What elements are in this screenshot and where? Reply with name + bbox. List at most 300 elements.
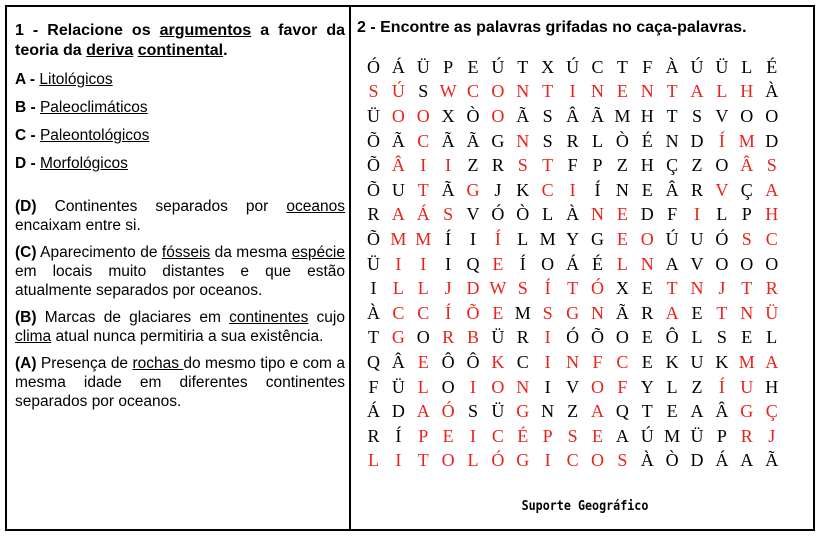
grid-letter[interactable]: S (716, 327, 727, 348)
grid-letter[interactable]: Ü (491, 327, 505, 348)
grid-letter[interactable]: D (466, 278, 480, 299)
grid-letter[interactable]: Q (466, 253, 480, 274)
grid-letter[interactable]: T (417, 179, 429, 200)
grid-letter[interactable]: O (541, 253, 555, 274)
grid-letter[interactable]: M (738, 351, 755, 372)
grid-letter[interactable]: J (494, 179, 502, 200)
grid-letter[interactable]: M (738, 130, 755, 151)
grid-letter[interactable]: Ó (566, 327, 580, 348)
grid-letter[interactable]: G (491, 130, 505, 151)
grid-letter[interactable]: I (569, 179, 576, 200)
grid-letter[interactable]: M (415, 228, 432, 249)
grid-letter[interactable]: O (765, 253, 779, 274)
grid-letter[interactable]: Ü (366, 105, 380, 126)
grid-letter[interactable]: R (367, 425, 380, 446)
grid-letter[interactable]: P (592, 155, 603, 176)
grid-letter[interactable]: F (567, 155, 578, 176)
grid-letter[interactable]: L (766, 327, 778, 348)
grid-letter[interactable]: Z (616, 155, 628, 176)
grid-letter[interactable]: M (664, 425, 681, 446)
grid-letter[interactable]: K (715, 351, 729, 372)
grid-letter[interactable]: P (542, 425, 553, 446)
grid-letter[interactable]: N (665, 130, 679, 151)
grid-letter[interactable]: S (517, 278, 528, 299)
grid-letter[interactable]: Í (494, 228, 501, 249)
grid-letter[interactable]: Õ (590, 327, 604, 348)
grid-letter[interactable]: U (391, 179, 405, 200)
grid-letter[interactable]: I (445, 155, 452, 176)
grid-row (361, 252, 784, 277)
grid-letter[interactable]: L (591, 130, 603, 151)
grid-letter[interactable]: L (716, 204, 728, 225)
grid-letter[interactable]: Z (467, 155, 479, 176)
grid-letter[interactable]: Y (640, 376, 654, 397)
grid-letter[interactable]: Ô (441, 351, 455, 372)
grid-letter[interactable]: O (640, 228, 654, 249)
grid-letter[interactable]: C (516, 351, 529, 372)
question-1-title: 1 - Relacione os argumentos a favor da teoria da deriva continental. (15, 22, 345, 59)
grid-letter[interactable]: Õ (366, 130, 380, 151)
grid-letter[interactable]: I (544, 351, 551, 372)
grid-letter[interactable]: S (468, 401, 479, 422)
grid-letter[interactable]: P (741, 204, 752, 225)
grid-letter[interactable]: É (517, 425, 529, 446)
grid-letter[interactable]: L (716, 81, 728, 102)
grid-letter[interactable]: G (516, 450, 530, 471)
grid-letter[interactable]: D (690, 130, 704, 151)
grid-letter[interactable]: F (642, 56, 653, 77)
grid-letter[interactable]: L (417, 376, 429, 397)
grid-letter[interactable]: N (566, 351, 580, 372)
grid-letter[interactable]: Ç (666, 155, 679, 176)
grid-letter[interactable]: U (740, 376, 754, 397)
grid-letter[interactable]: T (542, 81, 554, 102)
grid-letter[interactable]: E (616, 228, 628, 249)
grid-letter[interactable]: O (491, 105, 505, 126)
grid-letter[interactable]: T (741, 278, 753, 299)
grid-letter[interactable]: Ã (466, 130, 480, 151)
grid-letter[interactable]: E (641, 351, 653, 372)
grid-letter[interactable]: Ó (491, 204, 505, 225)
grid-letter[interactable]: Ç (740, 179, 753, 200)
grid-letter[interactable]: V (715, 179, 729, 200)
grid-letter[interactable]: E (492, 253, 504, 274)
grid-letter[interactable]: T (567, 278, 579, 299)
grid-letter[interactable]: A (665, 302, 679, 323)
grid-letter[interactable]: N (640, 253, 654, 274)
grid-letter[interactable]: I (470, 228, 476, 249)
grid-letter[interactable]: F (667, 204, 678, 225)
grid-letter[interactable]: N (516, 81, 530, 102)
grid-letter[interactable]: L (517, 228, 529, 249)
grid-letter[interactable]: À (665, 56, 679, 77)
grid-letter[interactable]: Í (544, 278, 551, 299)
grid-letter[interactable]: Ò (466, 105, 480, 126)
grid-row (361, 350, 784, 375)
grid-letter[interactable]: Õ (366, 179, 380, 200)
grid-row (361, 104, 784, 129)
grid-letter[interactable]: T (517, 56, 529, 77)
grid-letter[interactable]: E (616, 81, 628, 102)
grid-letter[interactable]: S (741, 228, 752, 249)
grid-letter[interactable]: A (765, 179, 779, 200)
grid-letter[interactable]: Â (391, 155, 405, 176)
grid-letter[interactable]: Â (740, 155, 754, 176)
grid-letter[interactable]: X (541, 56, 555, 77)
grid-letter[interactable]: O (715, 253, 729, 274)
grid-letter[interactable]: R (691, 179, 704, 200)
grid-letter[interactable]: V (690, 253, 704, 274)
grid-letter[interactable]: O (590, 450, 604, 471)
grid-letter[interactable]: Ú (690, 56, 704, 77)
grid-letter[interactable]: A (765, 351, 779, 372)
grid-letter[interactable]: R (367, 204, 380, 225)
grid-letter[interactable]: V (466, 204, 480, 225)
option-d: D - Morfológicos (15, 155, 128, 172)
grid-letter[interactable]: J (768, 425, 776, 446)
grid-letter[interactable]: L (417, 278, 429, 299)
grid-letter[interactable]: I (395, 253, 402, 274)
grid-letter[interactable]: I (470, 376, 476, 397)
grid-letter[interactable]: Â (391, 351, 405, 372)
grid-letter[interactable]: L (616, 253, 628, 274)
grid-letter[interactable]: E (616, 204, 628, 225)
grid-letter[interactable]: Ú (391, 81, 405, 102)
grid-letter[interactable]: I (420, 155, 427, 176)
grid-letter[interactable]: Ó (366, 56, 380, 77)
grid-letter[interactable]: R (516, 327, 529, 348)
grid-letter[interactable]: S (766, 155, 777, 176)
grid-letter[interactable]: A (590, 401, 604, 422)
brand-footer: Suporte Geográfico (521, 499, 649, 514)
grid-letter[interactable]: E (741, 327, 753, 348)
grid-letter[interactable]: X (615, 278, 629, 299)
grid-letter[interactable]: Z (691, 155, 703, 176)
grid-letter[interactable]: À (366, 302, 380, 323)
grid-letter[interactable]: N (590, 81, 604, 102)
grid-letter[interactable]: I (569, 81, 576, 102)
grid-letter[interactable]: S (692, 105, 703, 126)
grid-letter[interactable]: M (614, 105, 631, 126)
grid-letter[interactable]: N (541, 401, 555, 422)
grid-letter[interactable]: V (715, 105, 729, 126)
grid-letter[interactable]: I (445, 253, 452, 274)
grid-letter[interactable]: À (640, 450, 654, 471)
grid-letter[interactable]: Í (594, 179, 601, 200)
grid-letter[interactable]: H (740, 81, 754, 102)
grid-letter[interactable]: P (443, 56, 454, 77)
grid-letter[interactable]: Â (715, 401, 729, 422)
grid-letter[interactable]: P (418, 425, 429, 446)
grid-letter[interactable]: W (439, 81, 457, 102)
grid-letter[interactable]: Á (416, 204, 430, 225)
grid-letter[interactable]: C (417, 130, 430, 151)
grid-letter[interactable]: Ü (765, 302, 779, 323)
grid-letter[interactable]: L (392, 278, 404, 299)
grid-letter[interactable]: Ü (391, 376, 405, 397)
grid-letter[interactable]: Í (395, 425, 402, 446)
grid-letter[interactable]: I (544, 376, 551, 397)
grid-letter[interactable]: Ó (491, 450, 505, 471)
grid-letter[interactable]: T (666, 105, 678, 126)
grid-letter[interactable]: A (391, 204, 405, 225)
grid-letter[interactable]: I (544, 450, 551, 471)
grid-letter[interactable]: R (740, 425, 753, 446)
grid-letter[interactable]: O (391, 105, 405, 126)
grid-letter[interactable]: G (740, 401, 754, 422)
grid-letter[interactable]: E (641, 278, 653, 299)
grid-letter[interactable]: J (718, 278, 726, 299)
grid-letter[interactable]: E (666, 401, 678, 422)
grid-letter[interactable]: Ã (615, 302, 629, 323)
grid-letter[interactable]: K (491, 351, 505, 372)
grid-letter[interactable]: F (368, 376, 379, 397)
grid-letter[interactable]: E (641, 179, 653, 200)
grid-letter[interactable]: R (641, 302, 654, 323)
grid-letter[interactable]: N (615, 179, 629, 200)
grid-letter[interactable]: À (566, 204, 580, 225)
grid-letter[interactable]: Y (566, 228, 580, 249)
grid-letter[interactable]: I (395, 450, 402, 471)
grid-letter[interactable]: Ò (516, 204, 530, 225)
grid-letter[interactable]: N (516, 376, 530, 397)
grid-letter[interactable]: Ò (665, 450, 679, 471)
grid-letter[interactable]: N (690, 278, 704, 299)
grid-letter[interactable]: Ü (366, 253, 380, 274)
grid-letter[interactable]: M (390, 228, 407, 249)
grid-letter[interactable]: A (740, 450, 754, 471)
grid-letter[interactable]: Ó (441, 401, 455, 422)
grid-letter[interactable]: Á (566, 253, 580, 274)
grid-letter[interactable]: P (716, 425, 727, 446)
grid-letter[interactable]: C (491, 425, 504, 446)
grid-letter[interactable]: N (640, 81, 654, 102)
grid-letter[interactable]: Á (715, 450, 729, 471)
grid-letter[interactable]: Ô (466, 351, 480, 372)
grid-letter[interactable]: Ó (715, 228, 729, 249)
grid-letter[interactable]: I (544, 327, 551, 348)
grid-letter[interactable]: G (566, 302, 580, 323)
grid-letter[interactable]: T (716, 302, 728, 323)
grid-row (361, 227, 784, 252)
grid-letter[interactable]: R (566, 130, 579, 151)
grid-letter[interactable]: O (615, 327, 629, 348)
grid-letter[interactable]: A (416, 401, 430, 422)
grid-letter[interactable]: E (442, 425, 454, 446)
grid-letter[interactable]: G (391, 327, 405, 348)
grid-letter[interactable]: Q (615, 401, 629, 422)
grid-letter[interactable]: Z (691, 376, 703, 397)
grid-letter[interactable]: C (541, 179, 554, 200)
grid-letter[interactable]: Í (718, 376, 725, 397)
grid-letter[interactable]: G (466, 179, 480, 200)
grid-letter[interactable]: Õ (466, 302, 480, 323)
grid-letter[interactable]: U (690, 351, 704, 372)
grid-letter[interactable]: I (420, 253, 427, 274)
grid-letter[interactable]: B (467, 327, 480, 348)
grid-letter[interactable]: Ã (516, 105, 530, 126)
grid-letter[interactable]: Ç (765, 401, 778, 422)
grid-letter[interactable]: A (690, 81, 704, 102)
grid-letter[interactable]: S (418, 81, 429, 102)
grid-letter[interactable]: Í (445, 228, 452, 249)
grid-letter[interactable]: Ú (491, 56, 505, 77)
grid-letter[interactable]: T (666, 81, 678, 102)
grid-letter[interactable]: O (491, 81, 505, 102)
grid-letter[interactable]: C (417, 302, 430, 323)
grid-letter[interactable]: L (741, 56, 753, 77)
grid-letter[interactable]: K (665, 351, 679, 372)
grid-letter[interactable]: S (567, 425, 578, 446)
grid-letter[interactable]: E (492, 302, 504, 323)
grid-letter[interactable]: O (441, 450, 455, 471)
grid-letter[interactable]: G (590, 228, 604, 249)
grid-letter[interactable]: N (590, 302, 604, 323)
grid-letter[interactable]: Ú (665, 228, 679, 249)
grid-letter[interactable]: Ã (765, 450, 779, 471)
grid-letter[interactable]: Á (366, 401, 380, 422)
grid-letter[interactable]: C (392, 302, 405, 323)
grid-letter[interactable]: Z (567, 401, 579, 422)
grid-letter[interactable]: Õ (366, 155, 380, 176)
grid-row (361, 399, 784, 424)
grid-letter[interactable]: Ã (441, 179, 455, 200)
grid-letter[interactable]: E (641, 327, 653, 348)
grid-letter[interactable]: S (617, 450, 628, 471)
grid-letter[interactable]: Í (718, 130, 725, 151)
grid-letter[interactable]: É (641, 130, 653, 151)
grid-letter[interactable]: D (765, 130, 779, 151)
grid-letter[interactable]: Q (366, 351, 380, 372)
question-1-panel (15, 21, 345, 411)
grid-letter[interactable]: Ü (715, 56, 729, 77)
grid-letter[interactable]: F (592, 351, 603, 372)
grid-letter[interactable]: K (516, 179, 530, 200)
grid-letter[interactable]: C (467, 81, 480, 102)
grid-letter[interactable]: L (367, 450, 379, 471)
grid-letter[interactable]: O (491, 376, 505, 397)
grid-letter[interactable]: O (416, 327, 430, 348)
grid-letter[interactable]: A (690, 401, 704, 422)
grid-letter[interactable]: Ü (416, 56, 430, 77)
grid-letter[interactable]: E (417, 351, 429, 372)
grid-letter[interactable]: A (615, 425, 629, 446)
grid-letter[interactable]: L (691, 327, 703, 348)
grid-letter[interactable]: O (715, 155, 729, 176)
grid-letter[interactable]: T (666, 278, 678, 299)
grid-letter[interactable]: H (640, 105, 654, 126)
grid-letter[interactable]: Ã (391, 130, 405, 151)
grid-letter[interactable]: E (467, 56, 479, 77)
grid-letter[interactable]: C (566, 450, 579, 471)
grid-letter[interactable]: S (443, 204, 454, 225)
grid-letter[interactable]: Â (566, 105, 580, 126)
grid-letter[interactable]: Í (445, 302, 452, 323)
grid-letter[interactable]: O (590, 376, 604, 397)
grid-letter[interactable]: T (417, 450, 429, 471)
grid-letter[interactable]: Ã (441, 130, 455, 151)
grid-letter[interactable]: S (368, 81, 379, 102)
grid-letter[interactable]: É (591, 253, 603, 274)
grid-letter[interactable]: O (416, 105, 430, 126)
grid-letter[interactable]: Í (519, 253, 526, 274)
grid-letter[interactable]: É (766, 56, 778, 77)
grid-letter[interactable]: D (690, 450, 704, 471)
grid-letter[interactable]: D (391, 401, 405, 422)
grid-letter[interactable]: T (641, 401, 653, 422)
grid-letter[interactable]: S (542, 302, 553, 323)
grid-letter[interactable]: O (740, 253, 754, 274)
grid-letter[interactable]: S (542, 105, 553, 126)
grid-letter[interactable]: I (694, 204, 701, 225)
grid-letter[interactable]: H (765, 204, 779, 225)
grid-letter[interactable]: Ó (590, 278, 604, 299)
grid-letter[interactable]: S (517, 155, 528, 176)
grid-letter[interactable]: R (491, 155, 504, 176)
grid-letter[interactable]: R (442, 327, 455, 348)
grid-letter[interactable]: T (616, 56, 628, 77)
grid-letter[interactable]: N (740, 302, 754, 323)
grid-letter[interactable]: O (765, 105, 779, 126)
grid-letter[interactable]: W (489, 278, 507, 299)
grid-letter[interactable]: E (591, 425, 603, 446)
grid-letter[interactable]: Ô (665, 327, 679, 348)
grid-letter[interactable]: J (444, 278, 452, 299)
grid-letter[interactable]: H (640, 155, 654, 176)
grid-letter[interactable]: S (542, 130, 553, 151)
worksheet-frame (5, 5, 815, 531)
grid-letter[interactable]: Ü (690, 425, 704, 446)
grid-letter[interactable]: I (370, 278, 377, 299)
grid-letter[interactable]: Ò (615, 130, 629, 151)
grid-letter[interactable]: Á (391, 56, 405, 77)
grid-letter[interactable]: Ú (640, 425, 654, 446)
grid-letter[interactable]: C (765, 228, 778, 249)
grid-letter[interactable]: N (590, 204, 604, 225)
grid-letter[interactable]: H (765, 376, 779, 397)
grid-letter[interactable]: L (666, 376, 678, 397)
grid-letter[interactable]: N (516, 130, 530, 151)
grid-letter[interactable]: V (566, 376, 580, 397)
grid-letter[interactable]: Ü (491, 401, 505, 422)
grid-letter[interactable]: C (591, 56, 604, 77)
grid-letter[interactable]: O (740, 105, 754, 126)
grid-letter[interactable]: O (441, 376, 455, 397)
grid-letter[interactable]: T (542, 155, 554, 176)
grid-letter[interactable]: M (514, 302, 531, 323)
grid-letter[interactable]: À (765, 81, 779, 102)
grid-letter[interactable]: I (470, 425, 476, 446)
grid-letter[interactable]: G (516, 401, 530, 422)
grid-letter[interactable]: D (640, 204, 654, 225)
option-b: B - Paleoclimáticos (15, 99, 148, 116)
grid-letter[interactable]: Ú (566, 56, 580, 77)
grid-letter[interactable]: A (665, 253, 679, 274)
grid-letter[interactable]: R (765, 278, 778, 299)
grid-letter[interactable]: U (690, 228, 704, 249)
grid-letter[interactable]: Õ (366, 228, 380, 249)
grid-letter[interactable]: Â (665, 179, 679, 200)
grid-letter[interactable]: X (441, 105, 455, 126)
grid-letter[interactable]: Ã (590, 105, 604, 126)
grid-letter[interactable]: M (539, 228, 556, 249)
grid-letter[interactable]: C (616, 351, 629, 372)
grid-letter[interactable]: L (542, 204, 554, 225)
grid-letter[interactable]: F (617, 376, 628, 397)
grid-letter[interactable]: L (467, 450, 479, 471)
grid-letter[interactable]: T (367, 327, 379, 348)
grid-letter[interactable]: E (691, 302, 703, 323)
